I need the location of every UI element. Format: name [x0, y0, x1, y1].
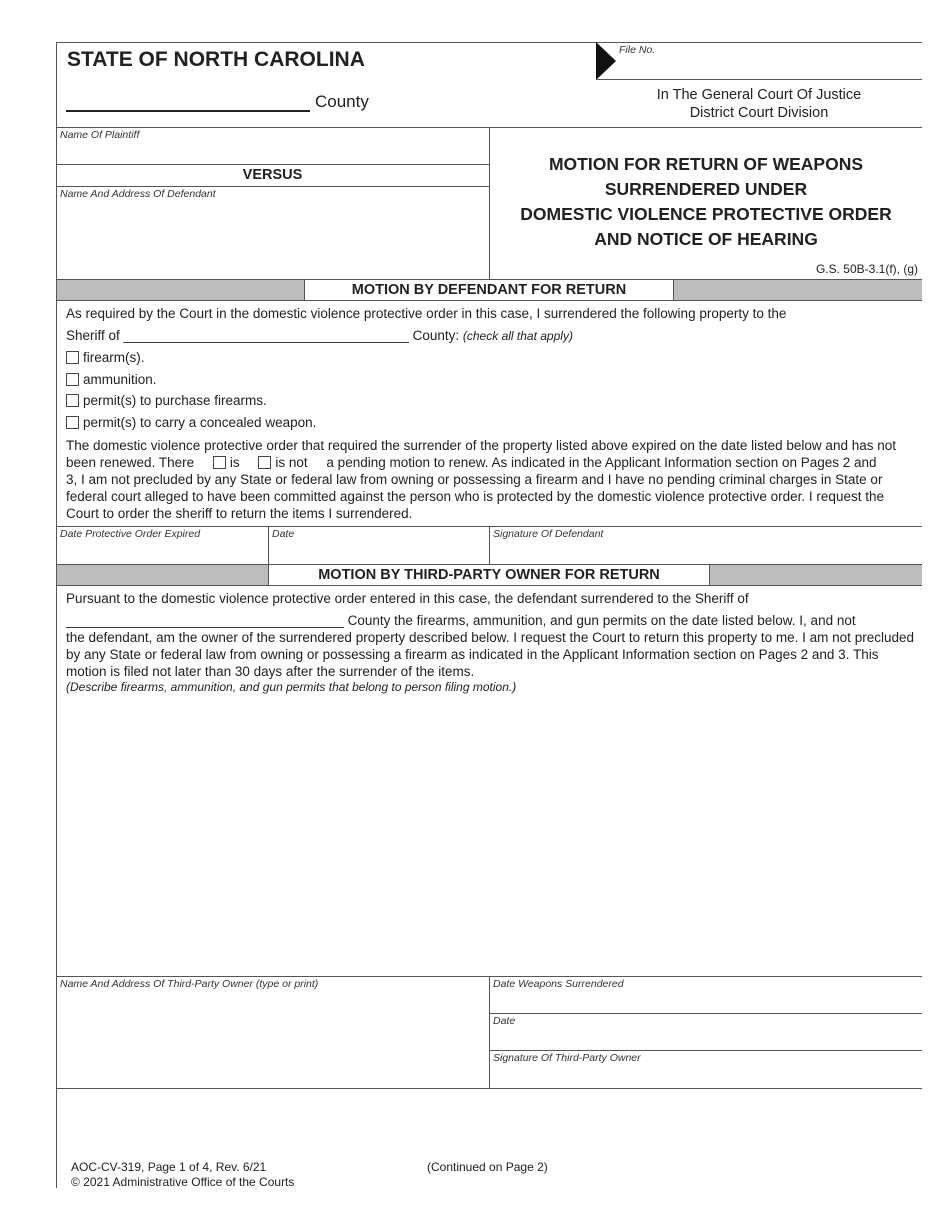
tp-signature-field[interactable] [493, 1066, 918, 1086]
is-checkbox[interactable] [213, 456, 226, 469]
form-title [490, 152, 922, 252]
defendant-label: Name And Address Of Defendant [60, 188, 216, 200]
third-party-heading: MOTION BY THIRD-PARTY OWNER FOR RETURN [268, 565, 710, 585]
third-party-line2-rest: County the firearms, ammunition, and gun permits on the date listed below. I, and not [343, 613, 856, 628]
date-surrendered-field[interactable] [493, 992, 918, 1012]
versus-underline [56, 186, 489, 187]
def-sig-div1 [268, 526, 269, 564]
statute-reference: G.S. 50B-3.1(f), (g) [815, 262, 918, 276]
form-top-border [56, 42, 922, 43]
ammunition-checkbox[interactable] [66, 373, 79, 386]
court-heading [596, 86, 922, 122]
third-party-para-rest: the defendant, am the owner of the surrendered property described below. I request the Court to return this property to me. I am not precluded by any State or federal law from owning or possessing a firearm as indicated in the Applicant Information section on Pages 2 and 3. This motion is filed not later than 30 days after the surrender of the items. [66, 630, 914, 679]
owner-label: Name And Address Of Third-Party Owner (type or print) [60, 978, 319, 990]
firearms-checkbox[interactable] [66, 351, 79, 364]
is-label: is [229, 455, 240, 470]
tp-row3-top [489, 1050, 922, 1051]
property-description-field[interactable] [62, 698, 916, 972]
para-pending: a pending motion to renew. As indicated in the Applicant Information section on Pages 2 and [326, 455, 877, 470]
title-line-2: SURRENDERED UNDER [604, 179, 808, 199]
file-no-field[interactable] [616, 56, 922, 78]
def-date-field[interactable] [272, 542, 486, 562]
def-signature-field[interactable] [493, 542, 918, 562]
tp-block-bottom [56, 1088, 922, 1089]
item-concealed-permits[interactable] [66, 415, 316, 430]
defendant-para-line2 [66, 454, 916, 471]
title-line-1: MOTION FOR RETURN OF WEAPONS [548, 154, 864, 174]
footer-left [71, 1160, 294, 1190]
copyright: © 2021 Administrative Office of the Courts [71, 1175, 295, 1189]
tp-date-field[interactable] [493, 1029, 918, 1049]
versus-label: VERSUS [242, 167, 303, 183]
item-ammunition[interactable] [66, 372, 157, 387]
county-blank-line[interactable] [66, 110, 310, 112]
defendant-field[interactable] [60, 202, 485, 276]
is-not-label: is not [275, 455, 308, 470]
plaintiff-label: Name Of Plaintiff [60, 129, 140, 141]
county-label: County [315, 92, 369, 111]
describe-note: (Describe firearms, ammunition, and gun permits that belong to person filing motion.) [66, 680, 517, 694]
continued-note: (Continued on Page 2) [427, 1160, 548, 1174]
owner-field[interactable] [60, 992, 485, 1084]
defendant-paragraph [66, 437, 916, 522]
bar1-bottom [56, 300, 922, 301]
item-purchase-permits[interactable] [66, 393, 267, 408]
third-party-paragraph [66, 612, 916, 680]
tp-block-divider [489, 976, 490, 1088]
form-left-border [56, 42, 57, 1188]
check-note: (check all that apply) [462, 329, 573, 343]
defendant-para-rest: 3, I am not precluded by any State or federal law from owning or possessing a firearm and I have no pending criminal charges in State or federal court alleged to have been committed against the person who is protected by the domestic violence protective order. I request the Court to order the sheriff to return the items I surrendered. [66, 472, 884, 521]
form-id: AOC-CV-319, Page 1 of 4, Rev. 6/21 [71, 1160, 267, 1174]
file-no-underline [596, 79, 922, 80]
def-sig-div2 [489, 526, 490, 564]
date-expired-label: Date Protective Order Expired [60, 528, 201, 540]
def-signature-label: Signature Of Defendant [493, 528, 604, 540]
def-date-label: Date [272, 528, 295, 540]
third-party-line1: Pursuant to the domestic violence protective order entered in this case, the defendant surrendered to the Sheriff of [66, 591, 749, 606]
state-title: STATE OF NORTH CAROLINA [67, 48, 365, 71]
date-expired-field[interactable] [60, 542, 264, 562]
court-line-2: District Court Division [689, 105, 829, 121]
item-firearms-label: firearm(s). [83, 350, 145, 365]
defendant-para-line1: The domestic violence protective order that required the surrender of the property listed above expired on the date listed below and has not [66, 438, 896, 453]
sheriff-county-blank[interactable]: ______________________________________ [123, 328, 409, 343]
tp-row2-top [489, 1013, 922, 1014]
date-surrendered-label: Date Weapons Surrendered [493, 978, 624, 990]
plaintiff-underline [56, 164, 489, 165]
defendant-motion-heading: MOTION BY DEFENDANT FOR RETURN [304, 280, 674, 300]
purchase-permits-checkbox[interactable] [66, 394, 79, 407]
tp-date-label: Date [493, 1015, 516, 1027]
court-line-1: In The General Court Of Justice [656, 87, 862, 103]
para-there: been renewed. There [66, 455, 195, 470]
title-line-4: AND NOTICE OF HEARING [594, 229, 818, 249]
file-no-label: File No. [619, 44, 656, 56]
sheriff-line [66, 328, 573, 343]
item-concealed-permits-label: permit(s) to carry a concealed weapon. [83, 415, 317, 430]
third-party-line2 [66, 612, 916, 629]
bar2-bottom [56, 585, 922, 586]
tp-signature-label: Signature Of Third-Party Owner [493, 1052, 641, 1064]
is-not-checkbox[interactable] [258, 456, 271, 469]
defendant-intro: As required by the Court in the domestic violence protective order in this case, I surrendered the following property to the [66, 306, 787, 321]
third-party-county-blank[interactable]: _____________________________________ [66, 613, 344, 628]
file-no-arrow-icon [596, 42, 616, 80]
sheriff-suffix: County: [408, 328, 463, 343]
title-line-3: DOMESTIC VIOLENCE PROTECTIVE ORDER [520, 204, 892, 224]
item-purchase-permits-label: permit(s) to purchase firearms. [83, 393, 267, 408]
sheriff-prefix: Sheriff of [66, 328, 124, 343]
plaintiff-field[interactable] [60, 143, 485, 163]
item-ammunition-label: ammunition. [83, 372, 157, 387]
concealed-permits-checkbox[interactable] [66, 416, 79, 429]
item-firearms[interactable] [66, 350, 145, 365]
